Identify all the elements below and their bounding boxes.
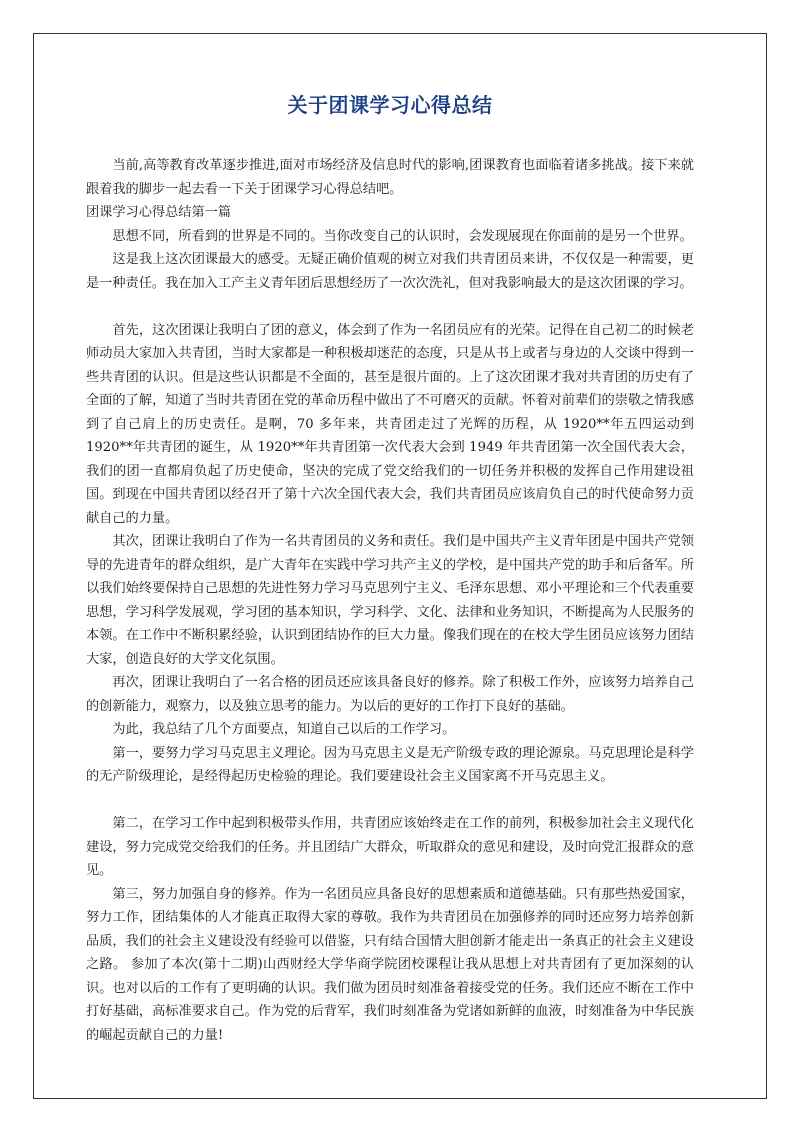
document-title: 关于团课学习心得总结 <box>287 93 493 117</box>
body-paragraph: 第三，努力加强自身的修养。作为一名团员应具备良好的思想素质和道德基础。只有那些热爱国家，努力工作，团结集体的人才能真正取得大家的尊敬。我作为共青团员在加强修养的同时还应努力培养创新品质，我们的社会主义建设没有经验可以借鉴，只有结合国情大胆创新才能走出一条真正的社会主义建设之路。 参加了本次(第十二期)山西财经大学华商学院团校课程让我从思想上对共青团有了更加深刻的认识。也对以后的工作有了更明确的认识。我们做为团员时刻准备着接受党的任务。我们还应不断在工作中打好基础，高标准要求自己。作为党的后背军，我们时刻准备为党诸如新鲜的血液，时刻准备为中华民族的崛起贡献自己的力量! <box>86 886 694 1043</box>
body-paragraph: 为此，我总结了几个方面要点，知道自己以后的工作学习。 <box>112 722 456 737</box>
intro-paragraph: 当前,高等教育改革逐步推进,面对市场经济及信息时代的影响,团课教育也面临着诸多挑战。接下来就跟着我的脚步一起去看一下关于团课学习心得总结吧。 <box>86 158 694 197</box>
body-paragraph: 首先，这次团课让我明白了团的意义，体会到了作为一名团员应有的光荣。记得在自己初二的时候老师动员大家加入共青团，当时大家都是一种积极却迷茫的态度，只是从书上或者与身边的人交谈中得到一些共青团的认识。但是这些认识都是不全面的，甚至是很片面的。上了这次团课才我对共青团的历史有了全面的了解，知道了当时共青团在党的革命历程中做出了不可磨灭的贡献。怀着对前辈们的崇敬之情我感到了自己肩上的历史责任。是啊，70 多年来，共青团走过了光辉的历程，从 1920**年五四运动到 1920**年共青团的诞生，从 1920**年共青团第一次代表大会到 1949 年共青团第一次全国代表大会，我们的团一直都肩负起了历史使命，坚决的完成了党交给我们的一切任务并积极的发挥自己作用建设祖国。到现在中国共青团以经召开了第十六次全国代表大会，我们共青团员应该肩负自己的时代使命努力贡献自己的力量。 <box>86 322 694 526</box>
body-paragraph: 这是我上这次团课最大的感受。无疑正确价值观的树立对我们共青团员来讲，不仅仅是一种需要，更是一种责任。我在加入工产主义青年团后思想经历了一次次洗礼，但对我影响最大的是这次团课的学习。 <box>86 252 694 291</box>
document-body <box>86 92 694 1047</box>
body-paragraph: 其次，团课让我明白了作为一名共青团员的义务和责任。我们是中国共产主义青年团是中国共产党领导的先进青年的群众组织，是广大青年在实践中学习共产主义的学校，是中国共产党的助手和后备军。所以我们始终要保持自己思想的先进性努力学习马克思列宁主义、毛泽东思想、邓小平理论和三个代表重要思想，学习科学发展观，学习团的基本知识，学习科学、文化、法律和业务知识，不断提高为人民服务的本领。在工作中不断积累经验，认识到团结协作的巨大力量。像我们现在的在校大学生团员应该努力团结大家，创造良好的大学文化氛围。 <box>86 534 694 667</box>
section-heading: 团课学习心得总结第一篇 <box>86 205 232 220</box>
body-paragraph: 第二，在学习工作中起到积极带头作用，共青团应该始终走在工作的前列，积极参加社会主义现代化建设，努力完成党交给我们的任务。并且团结广大群众，听取群众的意见和建设，及时向党汇报群众的意见。 <box>86 816 694 878</box>
body-paragraph: 第一，要努力学习马克思主义理论。因为马克思主义是无产阶级专政的理论源泉。马克思理论是科学的无产阶级理论，是经得起历史检验的理论。我们要建设社会主义国家离不开马克思主义。 <box>86 745 694 784</box>
body-paragraph: 再次，团课让我明白了一名合格的团员还应该具备良好的修养。除了积极工作外，应该努力培养自己的创新能力，观察力，以及独立思考的能力。为以后的更好的工作打下良好的基础。 <box>86 675 694 714</box>
body-paragraph: 思想不同，所看到的世界是不同的。当你改变自己的认识时，会发现展现在你面前的是另一个世界。 <box>112 228 693 244</box>
